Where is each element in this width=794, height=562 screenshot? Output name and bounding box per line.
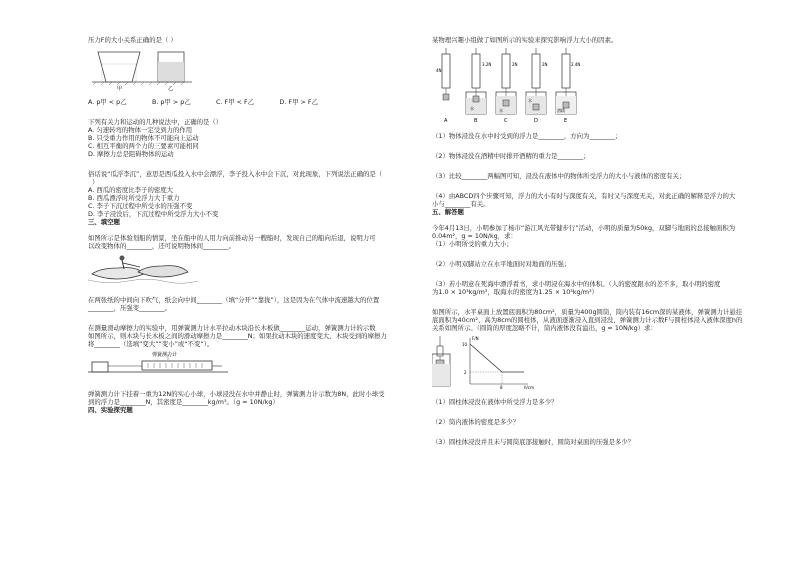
question-text: 以改变物体的________，还可说明物体间________。 [88, 242, 235, 250]
section-heading: 四、实验探究题 [88, 406, 133, 414]
reading-e: 2.4N [571, 62, 581, 67]
fig-label-scale: 弹簧测力计 [152, 352, 178, 358]
question-stem-cont: ） [92, 178, 99, 186]
sub-question: （4）由ABCD四个步骤可知，浮力的大小有时与深度有关，有时又与深度无关，对此正确的解释是浮力的大 [432, 192, 736, 200]
question-text: 今年4月13日，小明参加了杨市“游江风光带健步行”活动，小明的质量为50kg，双脚与地面的总接触面积为 [432, 224, 736, 232]
option-a[interactable]: A. 匀速转弯的物体一定受到力的作用 [88, 126, 193, 134]
reading-a: 4N [436, 68, 442, 73]
sub-question: （2）小明双脚站立在水平地面时对地面的压强； [432, 260, 571, 268]
label-d: D [534, 118, 538, 124]
question-text: 如图所示是体验划船的情景，坐在船中的人用力向前推动另一艘船时，发现自己的船向后退，说明力可 [88, 234, 376, 242]
label-b: B [474, 118, 478, 124]
option-c[interactable]: C. 李子下沉过程中所受水的压强不变 [88, 202, 193, 210]
fig-label-yi: 乙 [168, 86, 174, 92]
option-c[interactable]: C. 相互平衡的两个力的三要素可能相同 [88, 142, 199, 150]
question-text: 在测量滑动摩擦力的实验中，用弹簧测力计水平拉动木块沿长木板做________运动，弹簧测力计的示数 [88, 324, 376, 332]
sub-question: （3）圆柱体浸没并且未与圆筒底部接触时，圆筒对桌面的压强是多少？ [432, 438, 635, 446]
buoyancy-experiment-diagram [432, 48, 582, 124]
section-heading: 三、填空题 [88, 218, 120, 226]
option-d[interactable]: D. 李子浸没后，下沉过程中所受浮力大小不变 [88, 210, 219, 218]
axis-label-f: F/N [472, 336, 479, 341]
fig-label-jia: 甲 [117, 86, 123, 92]
liquid-b: 水 [470, 106, 474, 111]
left-column [88, 36, 438, 414]
option-d[interactable]: D. F甲 > F乙 [279, 98, 318, 106]
question-text: 底面积为40cm²、高为8cm的圆柱体，从液面逐渐浸入直到浸没，弹簧测力计示数F与圆柱体浸入液体深度h的 [432, 316, 743, 324]
option-d[interactable]: D. 摩擦力总是阻碍物体的运动 [88, 150, 174, 158]
option-b[interactable]: B. 西瓜漂浮时所受浮力大于重力 [88, 194, 180, 202]
tick-f-2: 2 [464, 370, 467, 375]
question-intro: 某物理兴趣小组做了如图所示的实验来探究影响浮力大小的因素。 [432, 36, 618, 44]
question-stem: 俗话说“瓜浮李沉”，意思是西瓜投入水中会漂浮，李子投入水中会下沉，对此现象，下列说法正确的是（ [88, 170, 383, 178]
container-figure [88, 48, 438, 92]
liquid-d: 水 [528, 98, 532, 103]
option-a[interactable]: A. 西瓜的密度比李子的密度大 [88, 186, 174, 194]
question-text: 弹簧测力计下挂着一重为12N的实心小球，小球浸没在水中并静止时，弹簧测力计示数为8N，此时小球受 [88, 390, 385, 398]
question-stem: 压力F的大小关系正确的是（ ） [88, 36, 177, 44]
reading-b: 3.2N [482, 62, 492, 67]
sub-question: （2）物体浸没在酒精中时排开酒精的重力是________； [432, 152, 590, 160]
container-diagram [88, 48, 198, 92]
axis-label-h: h/cm [524, 385, 534, 390]
sub-question: （1）物体浸没在水中时受到的浮力是________，方向为________； [432, 132, 622, 140]
sub-question: （3）若小明意在死海中漂浮看书，求小明浸在海水中的体积。（人的密度跟水的差不多，取小明的密度 [432, 280, 721, 288]
option-b[interactable]: B. 只受重力作用的物体不可能向上运动 [88, 134, 199, 142]
question-text: 将________（选填“变大”“变小”或“不变”）。 [88, 340, 214, 348]
spring-scale-figure [88, 350, 438, 378]
sub-question-cont: 为1.0 × 10³kg/m³，取海水的密度为1.25 × 10³kg/m³） [432, 288, 598, 296]
sub-question-cont: 小与________有关。 [432, 200, 490, 208]
label-c: C [504, 118, 508, 124]
boat-figure [88, 252, 438, 288]
tick-h-8: 8 [500, 385, 503, 390]
liquid-e: 酒精 [557, 108, 565, 113]
sub-question: （1）小明所受的重力大小； [432, 240, 513, 248]
reading-c: 2N [512, 62, 518, 67]
cylinder-diagram [432, 334, 542, 390]
section-heading: 五、解答题 [432, 208, 464, 216]
spring-scale-diagram [88, 350, 288, 378]
reading-d: 2N [542, 62, 548, 67]
question-text: 如图所示，水平桌面上放置底面积为80cm²，质量为400g圆筒，筒内装有16cm深的某液体，弹簧测力计悬挂 [432, 308, 743, 316]
sub-question: （3）比较________两幅图可知，浸没在液体中的物体所受浮力的大小与液体的密度有关； [432, 172, 686, 180]
question-text: 关系如图所示。（圆筒的厚度忽略不计，筒内液体没有溢出，g = 10N/kg）求： [432, 324, 657, 332]
label-a: A [444, 118, 448, 124]
question-stem: 下列有关力和运动的几种说法中，正确的是（） [88, 118, 223, 126]
question-text: 到的浮力是________N，其密度是________kg/m³。（g = 10N/kg） [88, 398, 279, 406]
boat-diagram [88, 252, 198, 288]
question-text: 如图所示，则木块与长木板之间的滑动摩擦力是________N；如果拉动木块的速度变大，木块受到的摩擦力 [88, 332, 387, 340]
liquid-c: 水 [499, 108, 503, 113]
question-text: 0.04m²，g = 10N/kg，求： [432, 232, 517, 240]
sub-question: （1）圆柱体浸没在液体中所受浮力是多少？ [432, 398, 558, 406]
option-c[interactable]: C. F甲 < F乙 [216, 98, 255, 106]
sub-question: （2）筒内液体的密度是多少？ [432, 418, 520, 426]
cylinder-figure [432, 334, 782, 390]
question-text: 在两张纸的中间向下吹气，纸会向中间________（填“分开”“靠拢”），这是因为在气体中流速越大的位置 [88, 296, 380, 304]
option-row [88, 98, 318, 106]
buoyancy-experiment-figure [432, 48, 782, 124]
option-b[interactable]: B. p甲 > p乙 [151, 98, 191, 106]
label-e: E [564, 118, 568, 124]
tick-f-10: 10 [462, 342, 468, 347]
option-a[interactable]: A. p甲 < p乙 [88, 98, 127, 106]
right-column [432, 36, 782, 446]
question-text: ________，压强变________。 [88, 304, 172, 312]
